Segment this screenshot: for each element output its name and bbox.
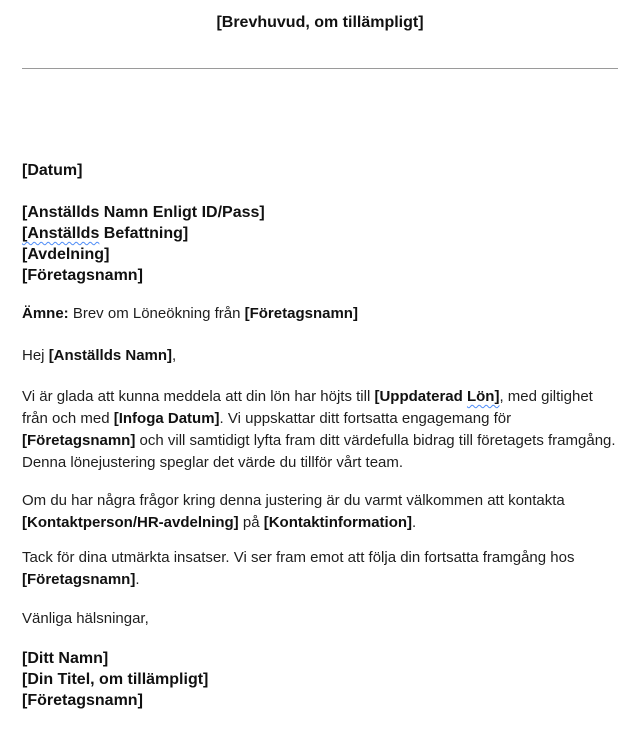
recipient-department-line: [Avdelning] [22,246,110,263]
signature-block [22,648,618,711]
horizontal-divider [22,68,618,69]
body-paragraph-2: Om du har några frågor kring denna justering är du varmt välkommen att kontakta [Kontaktperson/HR-avdelning] på [Kontaktinformation]. [22,492,565,531]
closing-line: Vänliga hälsningar, [22,610,149,627]
recipient-company-line: [Företagsnamn] [22,267,143,284]
body-paragraph-3: Tack för dina utmärkta insatser. Vi ser fram emot att följa din fortsatta framgång hos [Företagsnamn]. [22,549,575,588]
date-placeholder: [Datum] [22,162,83,179]
signature-title-line: [Din Titel, om tillämpligt] [22,671,209,688]
recipient-block [22,202,618,286]
subject-line: Ämne: Brev om Löneökning från [Företagsnamn] [22,305,358,322]
letterhead-placeholder: [Brevhuvud, om tillämpligt] [216,14,424,31]
recipient-name-line: [Anställds Namn Enligt ID/Pass] [22,204,265,221]
signature-name-line: [Ditt Namn] [22,650,109,667]
recipient-title-line: [Anställds Befattning] [22,225,189,242]
greeting-line: Hej [Anställds Namn], [22,347,177,364]
signature-company-line: [Företagsnamn] [22,692,143,709]
body-paragraph-1: Vi är glada att kunna meddela att din lön har höjts till [Uppdaterad Lön], med giltighet från och med [Infoga Datum]. Vi uppskattar ditt fortsatta engagemang för [Företagsnamn] och vill samtidigt lyfta fram ditt värdefulla bidrag till företagets framgång. Denna lönejustering speglar det värde du tillför vårt team. [22,388,616,471]
